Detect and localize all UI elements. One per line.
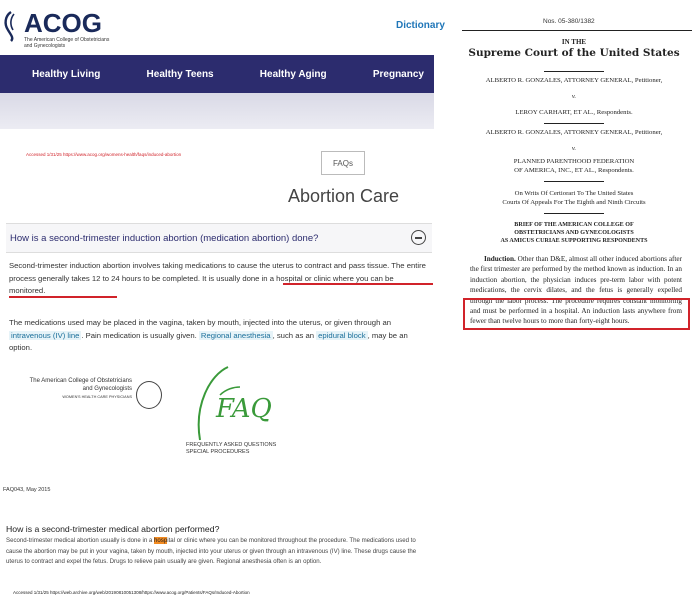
faqs-button[interactable]: FAQs: [321, 151, 365, 175]
archived-text-b: ital or clinic where you can be monitored throughout the procedure. The medications used to cause the abortion may be put in your vagina, taken by mouth, injected into your uterus or given through an intravenous (IV) line. These drugs cause the uterus to contract and expel the fetus. Drugs to relieve pain usually are given. Regional anesthesia often is an option.: [6, 537, 417, 565]
rule-3: [544, 181, 604, 182]
party-3: ALBERTO R. GONZALES, ATTORNEY GENERAL, Petitioner,: [485, 129, 663, 136]
red-highlight-box: [463, 298, 690, 330]
party-4a: PLANNED PARENTHOOD FEDERATION: [513, 158, 635, 165]
regional-anesthesia-link[interactable]: Regional anesthesia: [200, 330, 271, 340]
brief-body-text: Other than D&E, almost all other induced abortions after the first trimester are performed by the method known as induction. In an induction abortion, the physician induces pre-term labor with potent medications, the cervix dilates, and the fetus is generally expelled through the labor process. The procedure requires constant monitoring and must be performed in a hospital. An induction lasts anywhere from fewer than twelve hours to more than forty-eight hours.: [470, 255, 682, 326]
faq-subtitle: [186, 442, 276, 456]
archived-text-a: Second-trimester medical abortion usually is done in a: [6, 537, 155, 544]
faq-logo-swoosh-icon: [180, 365, 310, 445]
para2-text-c: , such as an: [272, 330, 317, 340]
acog-small-logo: [20, 377, 132, 401]
main-nav: [0, 55, 434, 93]
acog-small-name: The American College of Obstetricians and Gynecologists: [29, 378, 132, 392]
archived-paragraph: [6, 536, 426, 568]
rule-2: [544, 123, 604, 124]
para2-text-a: The medications used may be placed in the vagina, taken by mouth, injected into the uterus, or given through an: [9, 318, 392, 327]
page-title: Abortion Care: [288, 186, 400, 206]
in-the-label: IN THE: [561, 38, 587, 46]
para1-highlighted-text: is usually done in a hospital or clinic where you can be monitored: [9, 273, 394, 295]
iv-line-link[interactable]: intravenous (IV) line: [11, 330, 80, 340]
acog-mark-icon: [2, 10, 20, 42]
faq-pamphlet-header: [20, 365, 430, 480]
rule-4: [544, 213, 604, 214]
faq-question: How is a second-trimester induction abortion (medication abortion) done?: [10, 233, 319, 244]
brief-body-lead: Induction.: [484, 255, 516, 263]
para1-text-c: .: [43, 286, 46, 295]
rule-1: [544, 71, 604, 72]
nav-banner-strip: [0, 93, 434, 129]
versus-1: v.: [571, 93, 577, 100]
versus-2: v.: [571, 145, 577, 152]
accessed-note-bottom: Accessed 1/31/25 https://web.archive.org/web/20190810051308/https://www.acog.org/Patients/FAQs/Induced-Abortion: [13, 590, 250, 595]
brief-title-2: OBSTETRICIANS AND GYNECOLOGISTS: [514, 230, 634, 236]
para2-text-b: . Pain medication is usually given.: [81, 330, 199, 340]
epidural-block-link[interactable]: epidural block: [318, 330, 366, 340]
dictionary-link[interactable]: Dictionary: [396, 20, 445, 31]
top-rule: [462, 30, 692, 31]
red-underline-1: [283, 283, 433, 285]
acog-logo[interactable]: [2, 8, 112, 48]
writ-line-1: On Writs Of Certiorari To The United States: [514, 190, 634, 197]
acog-seal-icon: [136, 381, 162, 409]
search-highlight: hosp: [154, 537, 168, 544]
faq-logo-text: FAQ: [216, 394, 272, 424]
faq-subtitle-2: SPECIAL PROCEDURES: [186, 449, 250, 455]
party-2: LEROY CARHART, ET AL., Respondents.: [515, 109, 633, 116]
nav-item-healthy-teens[interactable]: Healthy Teens: [146, 68, 214, 80]
docket-numbers: Nos. 05-380/1382: [543, 18, 595, 25]
nav-item-healthy-living[interactable]: Healthy Living: [32, 68, 101, 80]
court-name: Supreme Court of the United States: [468, 47, 680, 59]
para1-text-a: Second-trimester induction abortion involves taking medications to cause the uterus to contract and pass tissue. The entire process generally takes 12 to 24 hours to be completed. It: [9, 261, 426, 283]
faq-question-row[interactable]: [6, 223, 432, 253]
faq-id: FAQ043, May 2015: [3, 487, 51, 493]
party-4b: OF AMERICA, INC., ET AL., Respondents.: [514, 167, 634, 174]
accessed-note-top: Accessed 1/31/25 https://www.acog.org/womens-health/faqs/induced-abortion: [26, 152, 182, 157]
writ-line-2: Courts Of Appeals For The Eighth and Ninth Circuits: [502, 199, 646, 206]
logo-subtitle: The American College of Obstetricians and Gynecologists: [24, 37, 110, 49]
archived-heading: How is a second-trimester medical abortion performed?: [6, 524, 220, 534]
brief-title-3: AS AMICUS CURIAE SUPPORTING RESPONDENTS: [500, 238, 648, 244]
nav-item-pregnancy[interactable]: Pregnancy: [372, 68, 424, 80]
red-underline-2: [9, 296, 117, 298]
answer-paragraph-1: [9, 260, 429, 298]
para2-text-d: , may be an option.: [9, 330, 408, 352]
party-1: ALBERTO R. GONZALES, ATTORNEY GENERAL, Petitioner,: [485, 77, 663, 84]
faq-subtitle-1: FREQUENTLY ASKED QUESTIONS: [186, 442, 277, 448]
brief-title-1: BRIEF OF THE AMERICAN COLLEGE OF: [514, 222, 634, 228]
answer-paragraph-2: [9, 317, 429, 355]
collapse-icon[interactable]: [411, 230, 426, 245]
logo-text: ACOG: [24, 8, 102, 38]
acog-small-tagline: WOMEN'S HEALTH CARE PHYSICIANS: [62, 395, 132, 399]
nav-item-healthy-aging[interactable]: Healthy Aging: [259, 68, 327, 80]
